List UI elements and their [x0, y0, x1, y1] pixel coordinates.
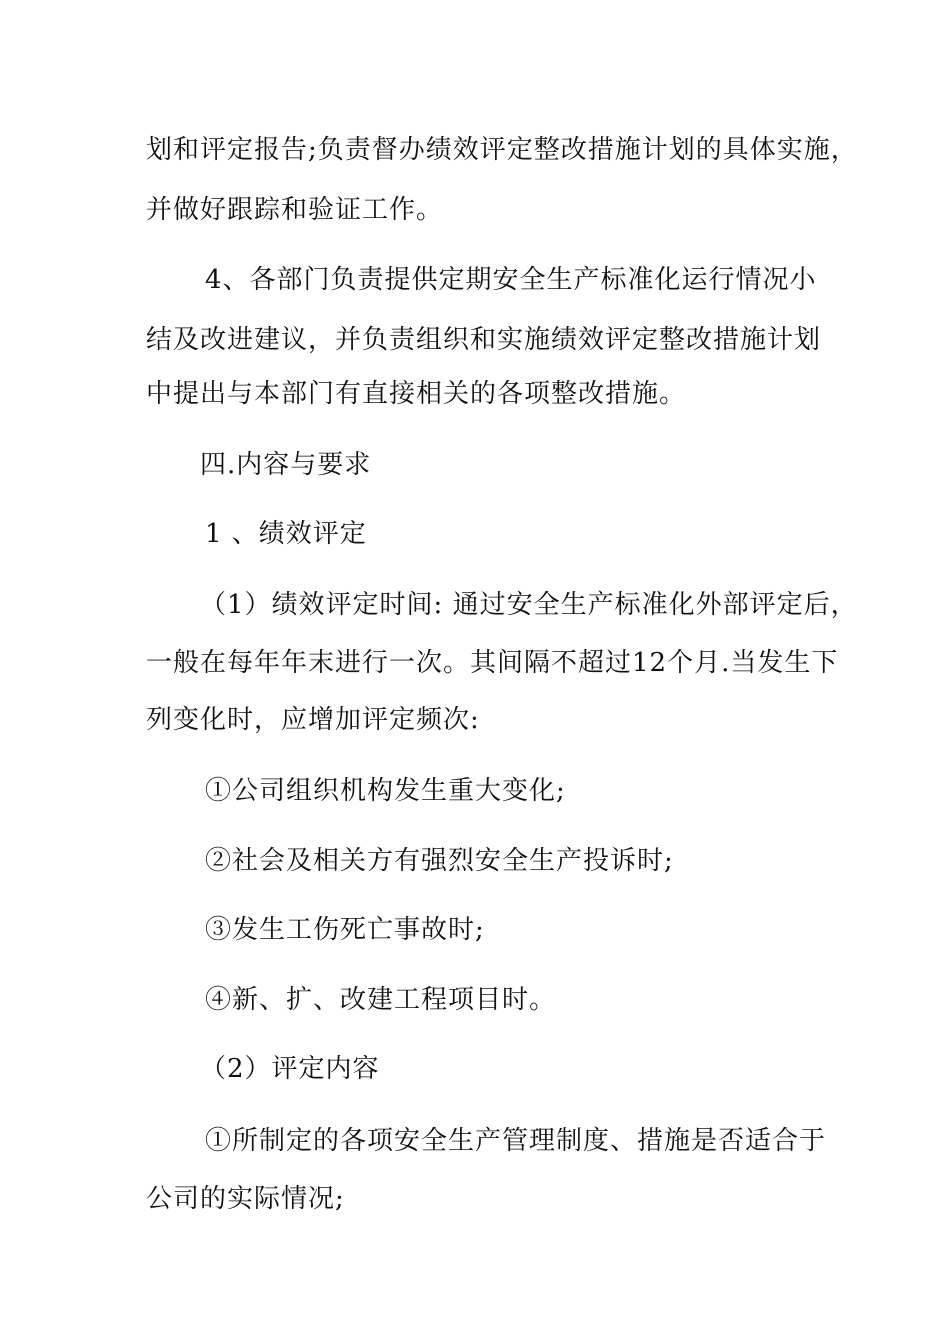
subsection-heading: 1 、绩效评定	[205, 519, 367, 549]
text-line-10: 列变化时，应增加评定频次:	[146, 705, 480, 735]
text-line-9: 一般在每年年末进行一次。其间隔不超过12个月.当发生下	[146, 648, 839, 678]
text-line-1: 划和评定报告;负责督办绩效评定整改措施计划的具体实施，	[146, 135, 858, 165]
text-line-8: （1）绩效评定时间: 通过安全生产标准化外部评定后，	[200, 590, 858, 620]
text-line-15: （2）评定内容	[200, 1054, 380, 1084]
text-line-16: ①所制定的各项安全生产管理制度、措施是否适合于	[205, 1126, 827, 1156]
text-line-2: 并做好跟踪和验证工作。	[146, 195, 444, 225]
list-item-3: ③发生工伤死亡事故时;	[205, 915, 485, 945]
list-item-1: ①公司组织机构发生重大变化;	[205, 776, 566, 806]
list-item-4: ④新、扩、改建工程项目时。	[205, 985, 557, 1015]
list-item-2: ②社会及相关方有强烈安全生产投诉时;	[205, 846, 674, 876]
section-heading: 四.内容与要求	[200, 450, 372, 480]
text-line-5: 中提出与本部门有直接相关的各项整改措施。	[146, 379, 687, 409]
text-line-3: 4、各部门负责提供定期安全生产标准化运行情况小	[205, 265, 817, 295]
text-line-17: 公司的实际情况;	[146, 1184, 345, 1214]
text-line-4: 结及改进建议，并负责组织和实施绩效评定整改措施计划	[146, 325, 822, 355]
